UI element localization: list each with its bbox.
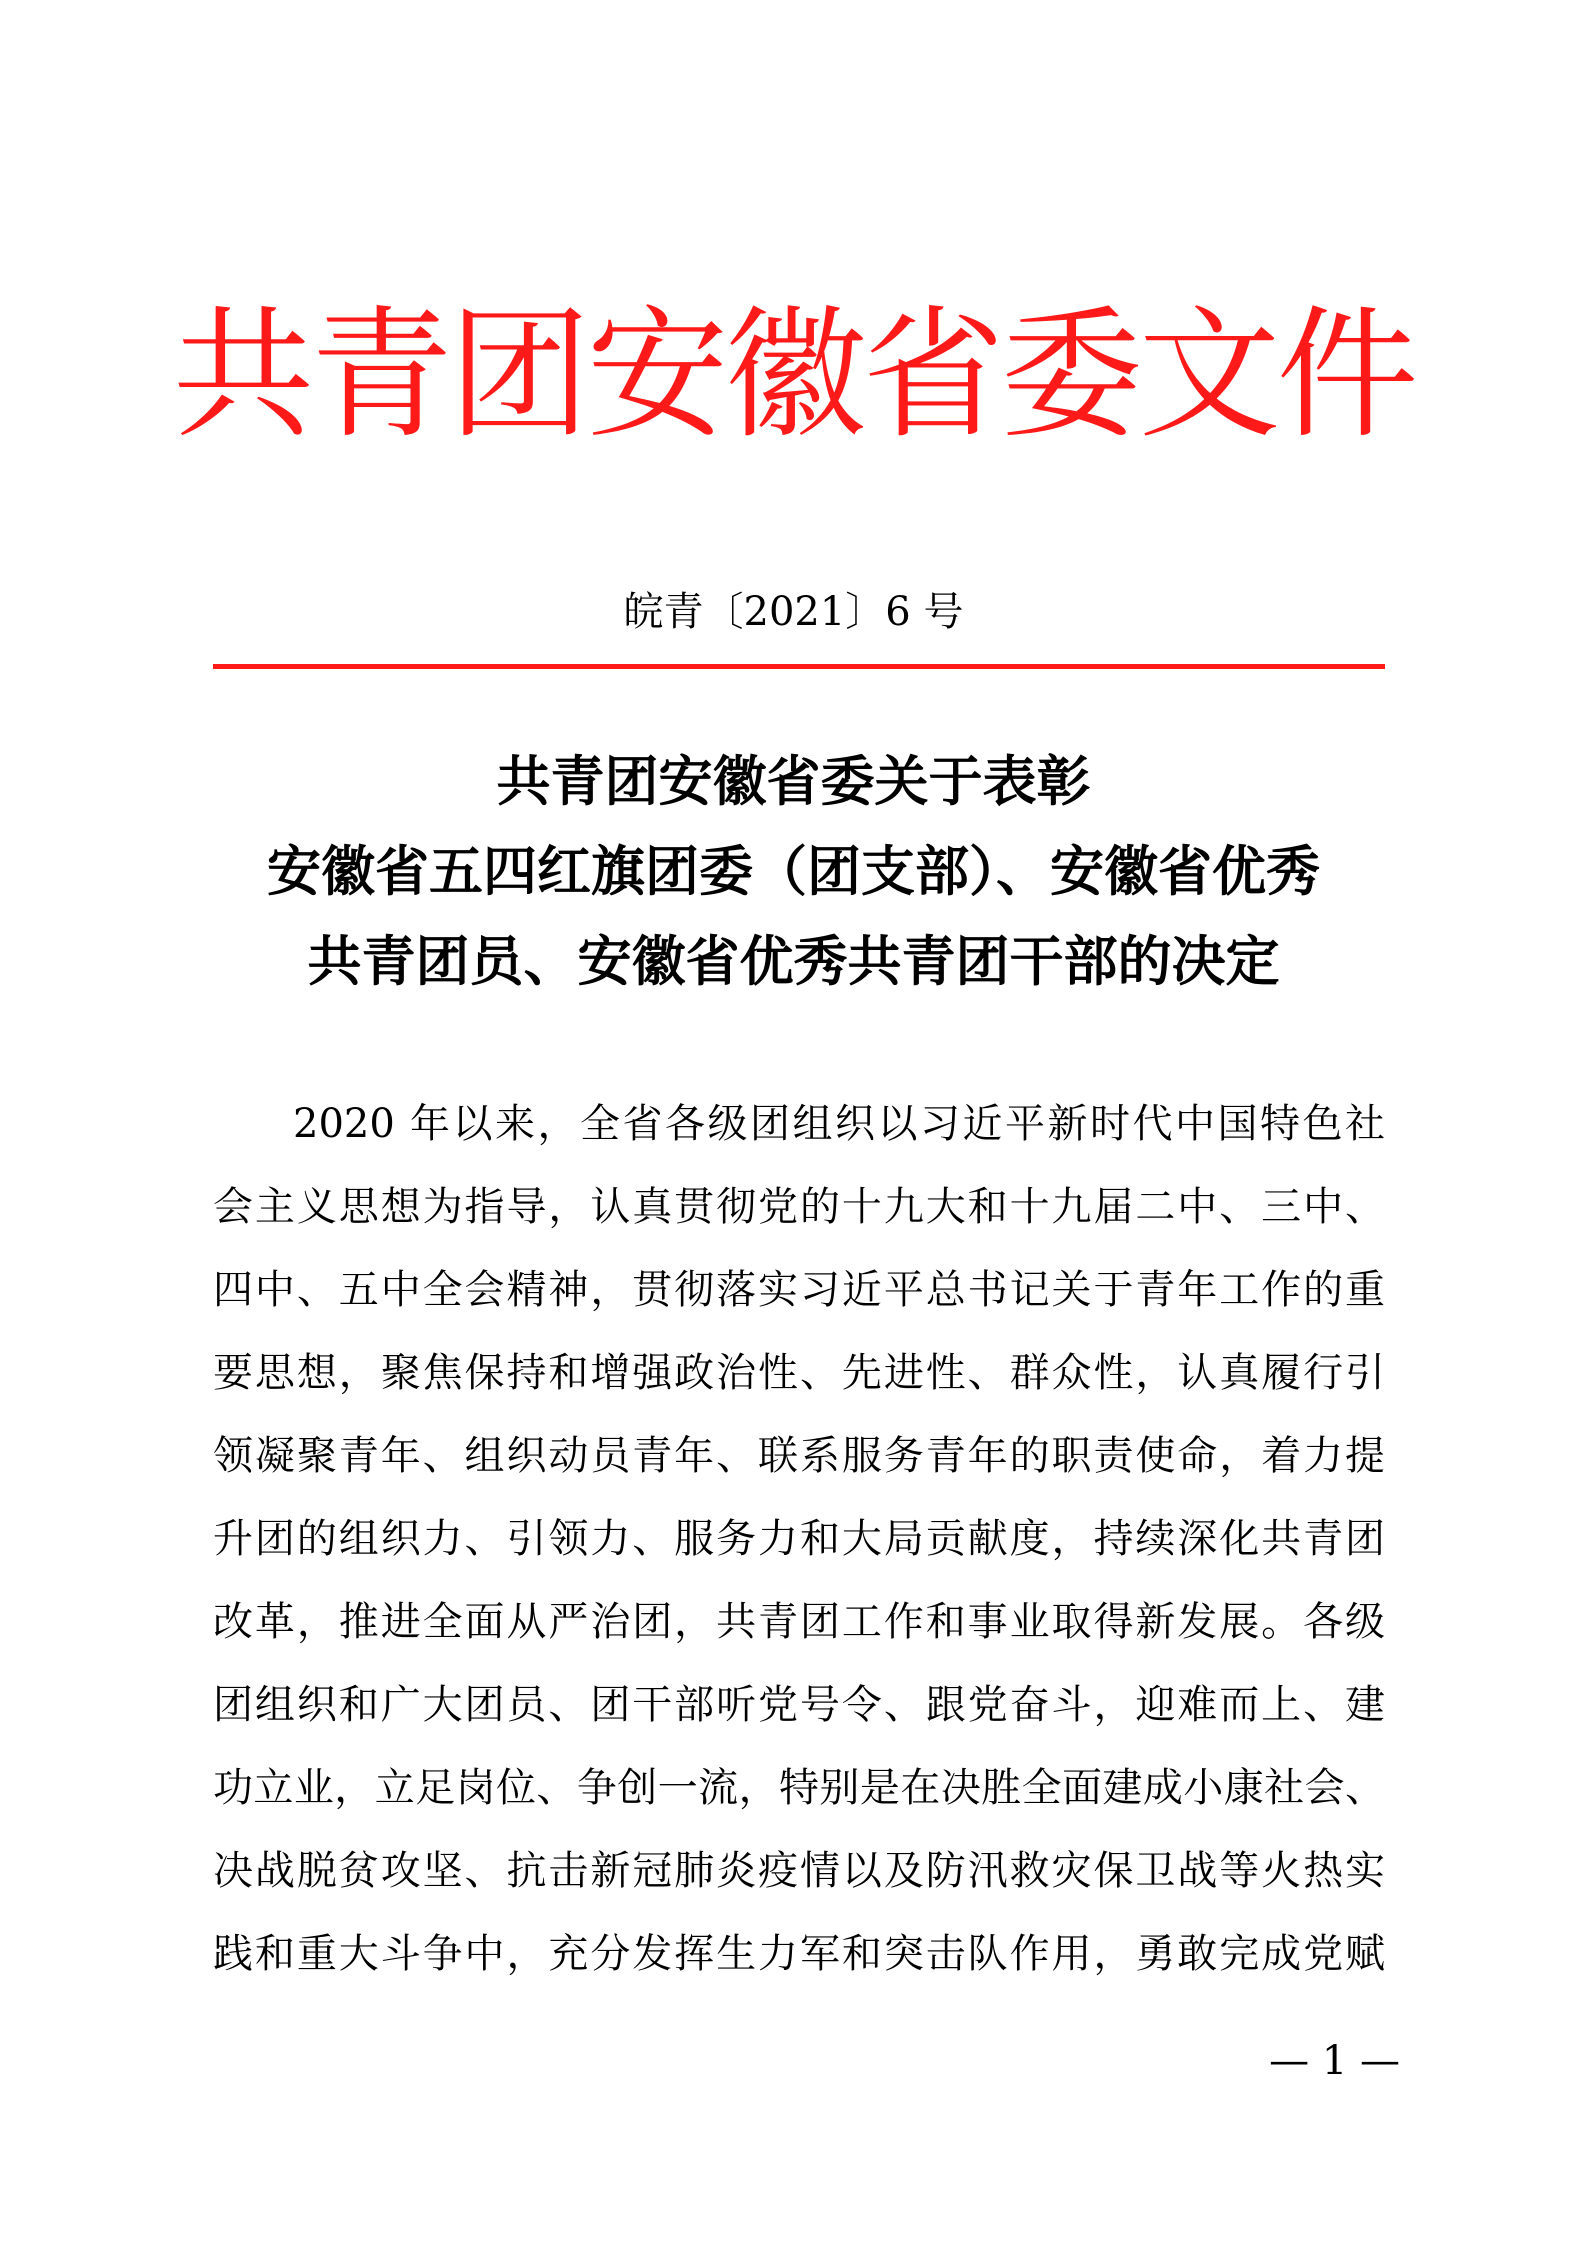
body-line: 决战脱贫攻坚、抗击新冠肺炎疫情以及防汛救灾保卫战等火热实 [213, 1848, 1385, 1894]
title-line: 共青团员、安徽省优秀共青团干部的决定 [307, 929, 1280, 993]
document-number: 皖青〔2021〕6 号 [623, 589, 964, 635]
body-line: 团组织和广大团员、团干部听党号令、跟党奋斗，迎难而上、建 [213, 1682, 1385, 1728]
page-number: — 1 — [1269, 2038, 1400, 2084]
document-masthead: 共青团安徽省委文件 [172, 293, 1415, 458]
title-line: 共青团安徽省委关于表彰 [496, 749, 1091, 813]
red-divider-line [213, 664, 1385, 669]
body-line: 领凝聚青年、组织动员青年、联系服务青年的职责使命，着力提 [213, 1433, 1385, 1479]
document-title [200, 736, 1387, 1006]
body-line: 改革，推进全面从严治团，共青团工作和事业取得新发展。各级 [213, 1599, 1385, 1645]
body-line: 四中、五中全会精神，贯彻落实习近平总书记关于青年工作的重 [213, 1267, 1385, 1313]
body-line: 2020 年以来，全省各级团组织以习近平新时代中国特色社 [293, 1101, 1385, 1147]
body-line: 要思想，聚焦保持和增强政治性、先进性、群众性，认真履行引 [213, 1350, 1385, 1396]
body-line: 会主义思想为指导，认真贯彻党的十九大和十九届二中、三中、 [213, 1184, 1385, 1230]
body-paragraph [213, 1083, 1385, 1996]
title-line: 安徽省五四红旗团委（团支部）、安徽省优秀 [267, 839, 1320, 903]
body-line: 升团的组织力、引领力、服务力和大局贡献度，持续深化共青团 [213, 1516, 1385, 1562]
body-line: 功立业，立足岗位、争创一流，特别是在决胜全面建成小康社会、 [213, 1765, 1385, 1811]
body-line: 践和重大斗争中，充分发挥生力军和突击队作用，勇敢完成党赋 [213, 1931, 1385, 1977]
